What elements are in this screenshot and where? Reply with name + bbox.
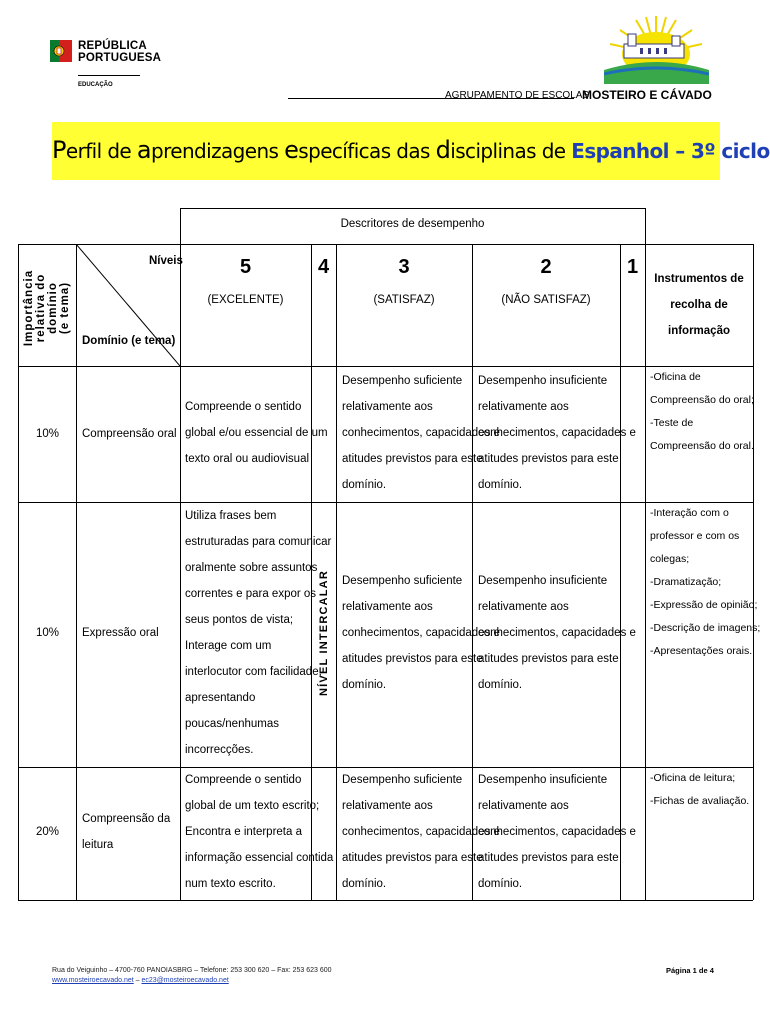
level-1: 1	[626, 256, 639, 278]
instruments-header: Instrumentos de recolha de informação	[654, 273, 744, 337]
level-5: 5	[239, 256, 252, 278]
importance-header: Importância relativa do domínio (e tema)	[23, 269, 71, 347]
row-weight: 10%	[36, 428, 60, 440]
agrupamento-name: MOSTEIRO E CÁVADO	[582, 88, 712, 102]
republica-line2: PORTUGUESA	[78, 52, 162, 64]
monastery-sun-icon	[604, 14, 709, 84]
row-level3: Desempenho suficiente relativamente aos conhecimentos, capacidades e atitudes previstos para este domínio.	[342, 375, 500, 491]
row-domain: Compreensão oral	[82, 428, 177, 440]
page-title: Perfil de aprendizagens específicas das disciplinas de Espanhol – 3º ciclo	[52, 136, 770, 164]
row-instruments: -Oficina de leitura; -Fichas de avaliação.	[650, 772, 750, 807]
row-level3: Desempenho suficiente relativamente aos conhecimentos, capacidades e atitudes previstos para este domínio.	[342, 774, 500, 890]
school-logo	[604, 14, 709, 84]
level-3: 3	[398, 256, 410, 278]
row-level5: Compreende o sentido global de um texto escrito; Encontra e interpreta a informação essencial contida num texto escrito.	[185, 774, 334, 890]
level-3-desc: (SATISFAZ)	[373, 294, 435, 306]
republica-portuguesa-logo	[50, 38, 162, 98]
footer-contact: Rua do Veiguinho – 4700-760 PANOIASBRG – Telefone: 253 300 620 – Fax: 253 623 600 www.mosteiroecavado.net – ec23@mosteiroecavado.net	[52, 967, 332, 984]
row-level2: Desempenho insuficiente relativamente aos conhecimentos, capacidades e atitudes previstos para este domínio.	[478, 575, 636, 691]
row-instruments: -Oficina de Compreensão do oral; -Teste de Compreensão do oral.	[650, 371, 754, 452]
nivel-intercalar-label: NÍVEL INTERCALAR	[318, 569, 330, 696]
niveis-label: Níveis	[149, 255, 183, 267]
row-level2: Desempenho insuficiente relativamente aos conhecimentos, capacidades e atitudes previstos para este domínio.	[478, 375, 636, 491]
footer-address: Rua do Veiguinho – 4700-760 PANOIASBRG – Telefone: 253 300 620 – Fax: 253 623 600	[52, 967, 332, 974]
level-2: 2	[540, 256, 552, 278]
row-weight: 10%	[36, 627, 60, 639]
descriptors-header: Descritores de desempenho	[340, 218, 485, 230]
row-level5: Compreende o sentido global e/ou essencial de um texto oral ou audiovisual	[185, 401, 328, 465]
row-domain: Compreensão da leitura	[82, 813, 171, 851]
row-level2: Desempenho insuficiente relativamente aos conhecimentos, capacidades e atitudes previstos para este domínio.	[478, 774, 636, 890]
dominio-label: Domínio (e tema)	[82, 335, 176, 347]
level-2-desc: (NÃO SATISFAZ)	[501, 294, 591, 306]
footer-website-link[interactable]: www.mosteiroecavado.net	[52, 977, 134, 984]
ministry-label: EDUCAÇÃO	[78, 82, 113, 88]
row-level3: Desempenho suficiente relativamente aos conhecimentos, capacidades e atitudes previstos para este domínio.	[342, 575, 500, 691]
row-domain: Expressão oral	[82, 627, 159, 639]
agrupamento-label: AGRUPAMENTO DE ESCOLAS	[445, 90, 590, 101]
level-5-desc: (EXCELENTE)	[207, 294, 284, 306]
row-instruments: -Interação com o professor e com os colegas; -Dramatização; -Expressão de opinião; -Descrição de imagens; -Apresentações orais.	[650, 507, 761, 657]
footer-email-link[interactable]: ec23@mosteiroecavado.net	[141, 977, 229, 984]
republica-line1: REPÚBLICA	[78, 40, 147, 52]
level-4: 4	[317, 256, 330, 278]
subject-name: Espanhol – 3º ciclo	[571, 139, 770, 163]
row-weight: 20%	[36, 826, 60, 838]
page-number: Página 1 de 4	[666, 966, 714, 975]
row-level5: Utiliza frases bem estruturadas para comunicar oralmente sobre assuntos correntes e para expor os seus pontos de vista; Interage com um interlocutor com facilidade, apresentando poucas/nenhumas incorrecções.	[185, 510, 332, 756]
logo-divider	[78, 75, 140, 76]
portugal-flag-icon	[50, 38, 72, 64]
